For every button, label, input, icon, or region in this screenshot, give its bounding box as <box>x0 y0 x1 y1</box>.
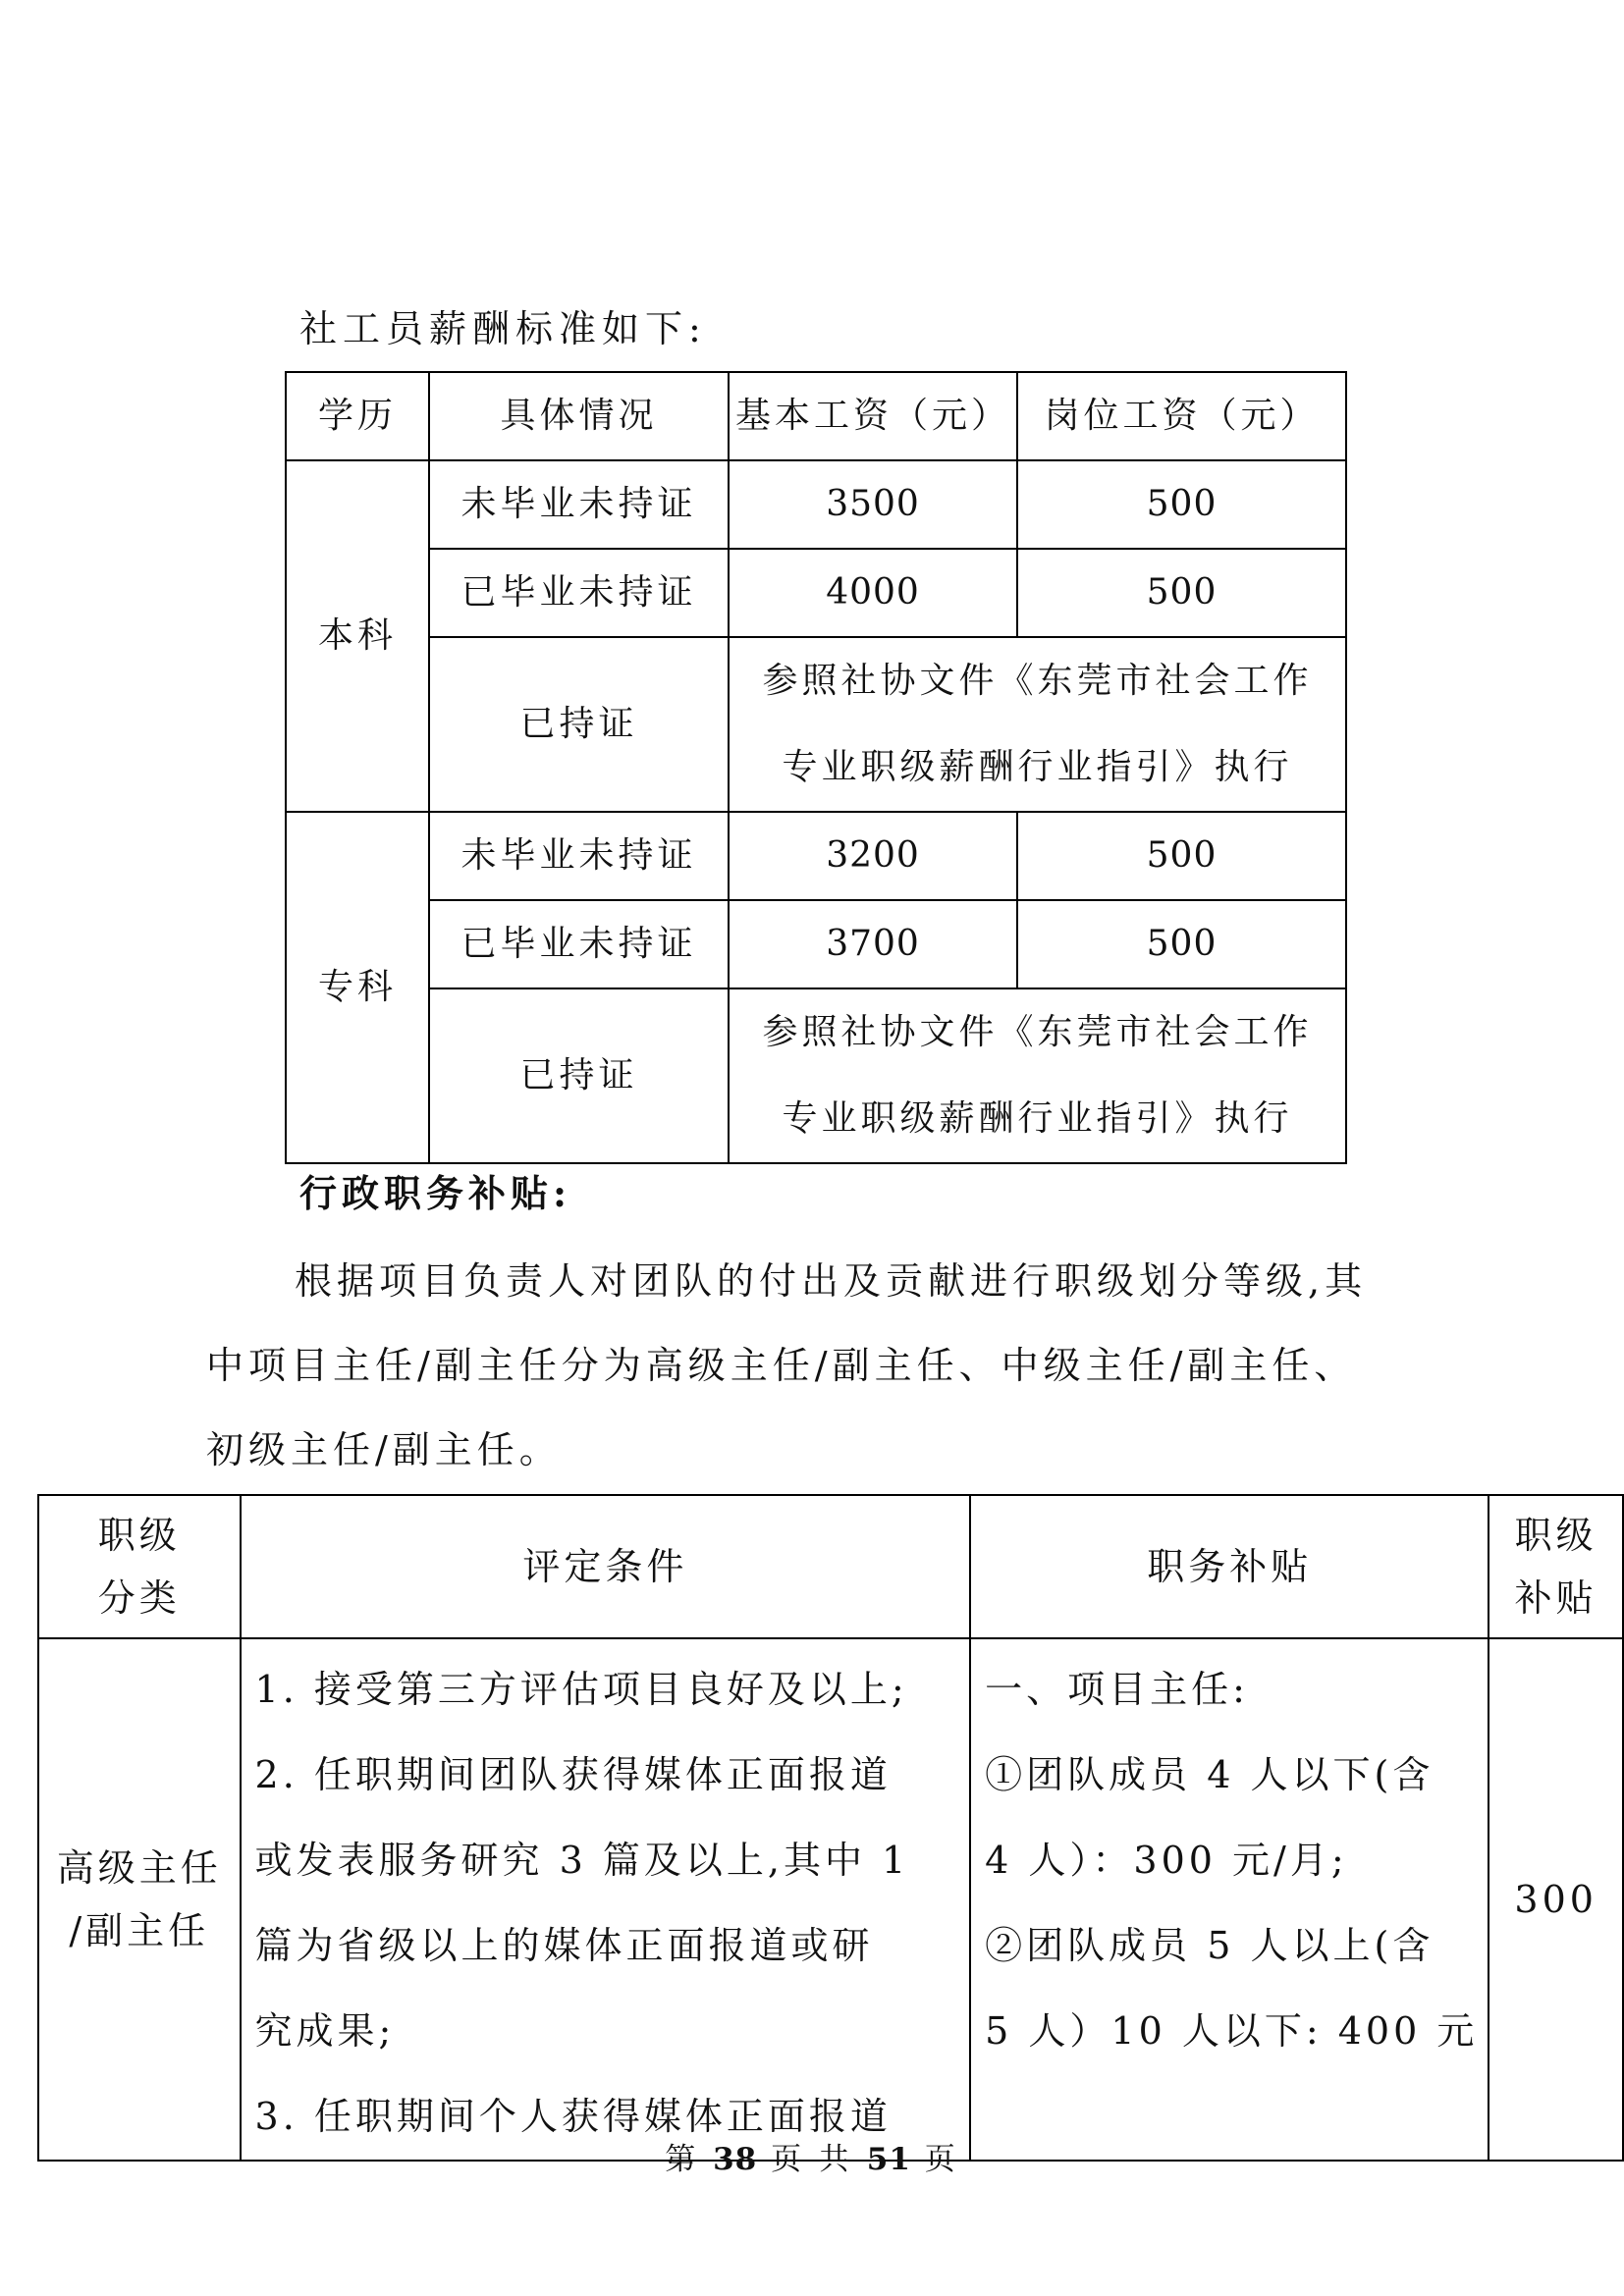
table-header-row <box>286 372 1346 460</box>
reference-note-line: 专业职级薪酬行业指引》执行 <box>782 1098 1293 1139</box>
post-salary-cell: 500 <box>1017 549 1346 637</box>
grade-allowance-cell: 300 <box>1489 1638 1623 2161</box>
grade-allowance-table <box>37 1494 1624 2162</box>
base-salary-cell: 4000 <box>729 549 1017 637</box>
body-paragraph <box>206 1239 1424 1492</box>
post-salary-cell: 500 <box>1017 460 1346 549</box>
intro-text: 社工员薪酬标准如下: <box>299 307 707 350</box>
criteria-line: 1. 接受第三方评估项目良好及以上; <box>254 1668 908 1711</box>
reference-note-cell <box>729 637 1346 812</box>
situation-cell: 已持证 <box>429 637 729 812</box>
allowance-line: 一、项目主任: <box>985 1668 1249 1711</box>
situation-cell: 未毕业未持证 <box>429 460 729 549</box>
table-row <box>286 637 1346 812</box>
degree-cell: 本科 <box>286 460 429 812</box>
table-header-row <box>38 1495 1623 1638</box>
header-allowance: 职务补贴 <box>970 1495 1489 1638</box>
situation-cell: 未毕业未持证 <box>429 812 729 900</box>
total-page-number: 51 <box>866 2142 911 2177</box>
reference-note-line: 专业职级薪酬行业指引》执行 <box>782 747 1293 787</box>
post-salary-cell: 500 <box>1017 900 1346 988</box>
header-situation: 具体情况 <box>429 372 729 460</box>
grade-cell <box>38 1638 241 2161</box>
post-salary-cell: 500 <box>1017 812 1346 900</box>
allowance-line: ①团队成员 4 人以下(含 <box>985 1753 1435 1796</box>
table-row <box>286 812 1346 900</box>
criteria-line: 或发表服务研究 3 篇及以上,其中 1 <box>254 1839 910 1882</box>
header-criteria: 评定条件 <box>241 1495 971 1638</box>
current-page-number: 38 <box>713 2142 758 2177</box>
table-row <box>38 1638 1623 2161</box>
table-row <box>286 900 1346 988</box>
header-grade-allowance-line: 补贴 <box>1514 1576 1597 1620</box>
allowance-line: ②团队成员 5 人以上(含 <box>985 1924 1435 1967</box>
allowance-line: 4 人）：300 元/月; <box>985 1839 1348 1882</box>
header-grade-allowance <box>1489 1495 1623 1638</box>
header-degree: 学历 <box>286 372 429 460</box>
section-heading: 行政职务补贴: <box>299 1171 572 1215</box>
situation-cell: 已毕业未持证 <box>429 900 729 988</box>
header-grade-line: 分类 <box>97 1576 181 1620</box>
situation-cell: 已毕业未持证 <box>429 549 729 637</box>
criteria-line: 2. 任职期间团队获得媒体正面报道 <box>254 1753 892 1796</box>
footer-mid: 页 共 <box>771 2142 853 2177</box>
salary-table <box>285 371 1347 1164</box>
allowance-cell <box>970 1638 1489 2161</box>
grade-line: 高级主任 <box>56 1846 222 1890</box>
header-post-salary: 岗位工资（元） <box>1017 372 1346 460</box>
situation-cell: 已持证 <box>429 988 729 1163</box>
criteria-line: 究成果; <box>254 2009 396 2053</box>
reference-note-line: 参照社协文件《东莞市社会工作 <box>762 661 1313 701</box>
base-salary-cell: 3700 <box>729 900 1017 988</box>
paragraph-line: 根据项目负责人对团队的付出及贡献进行职级划分等级,其 <box>295 1259 1368 1303</box>
table-row <box>286 549 1346 637</box>
reference-note-cell <box>729 988 1346 1163</box>
table-row <box>286 460 1346 549</box>
header-grade-line: 职级 <box>97 1514 181 1557</box>
page-footer <box>0 2140 1624 2179</box>
footer-suffix: 页 <box>924 2142 959 2177</box>
base-salary-cell: 3500 <box>729 460 1017 549</box>
criteria-line: 3. 任职期间个人获得媒体正面报道 <box>254 2095 892 2138</box>
reference-note-line: 参照社协文件《东莞市社会工作 <box>762 1012 1313 1052</box>
header-grade-allowance-line: 职级 <box>1514 1514 1597 1557</box>
degree-cell: 专科 <box>286 812 429 1163</box>
criteria-cell <box>241 1638 971 2161</box>
header-base-salary: 基本工资（元） <box>729 372 1017 460</box>
grade-line: /副主任 <box>69 1909 210 1952</box>
footer-prefix: 第 <box>665 2142 700 2177</box>
paragraph-line: 中项目主任/副主任分为高级主任/副主任、中级主任/副主任、 <box>206 1344 1357 1387</box>
header-grade <box>38 1495 241 1638</box>
allowance-line: 5 人）10 人以下: 400 元 <box>985 2009 1479 2053</box>
criteria-line: 篇为省级以上的媒体正面报道或研 <box>254 1924 874 1967</box>
table-row <box>286 988 1346 1163</box>
paragraph-line: 初级主任/副主任。 <box>206 1428 562 1471</box>
base-salary-cell: 3200 <box>729 812 1017 900</box>
